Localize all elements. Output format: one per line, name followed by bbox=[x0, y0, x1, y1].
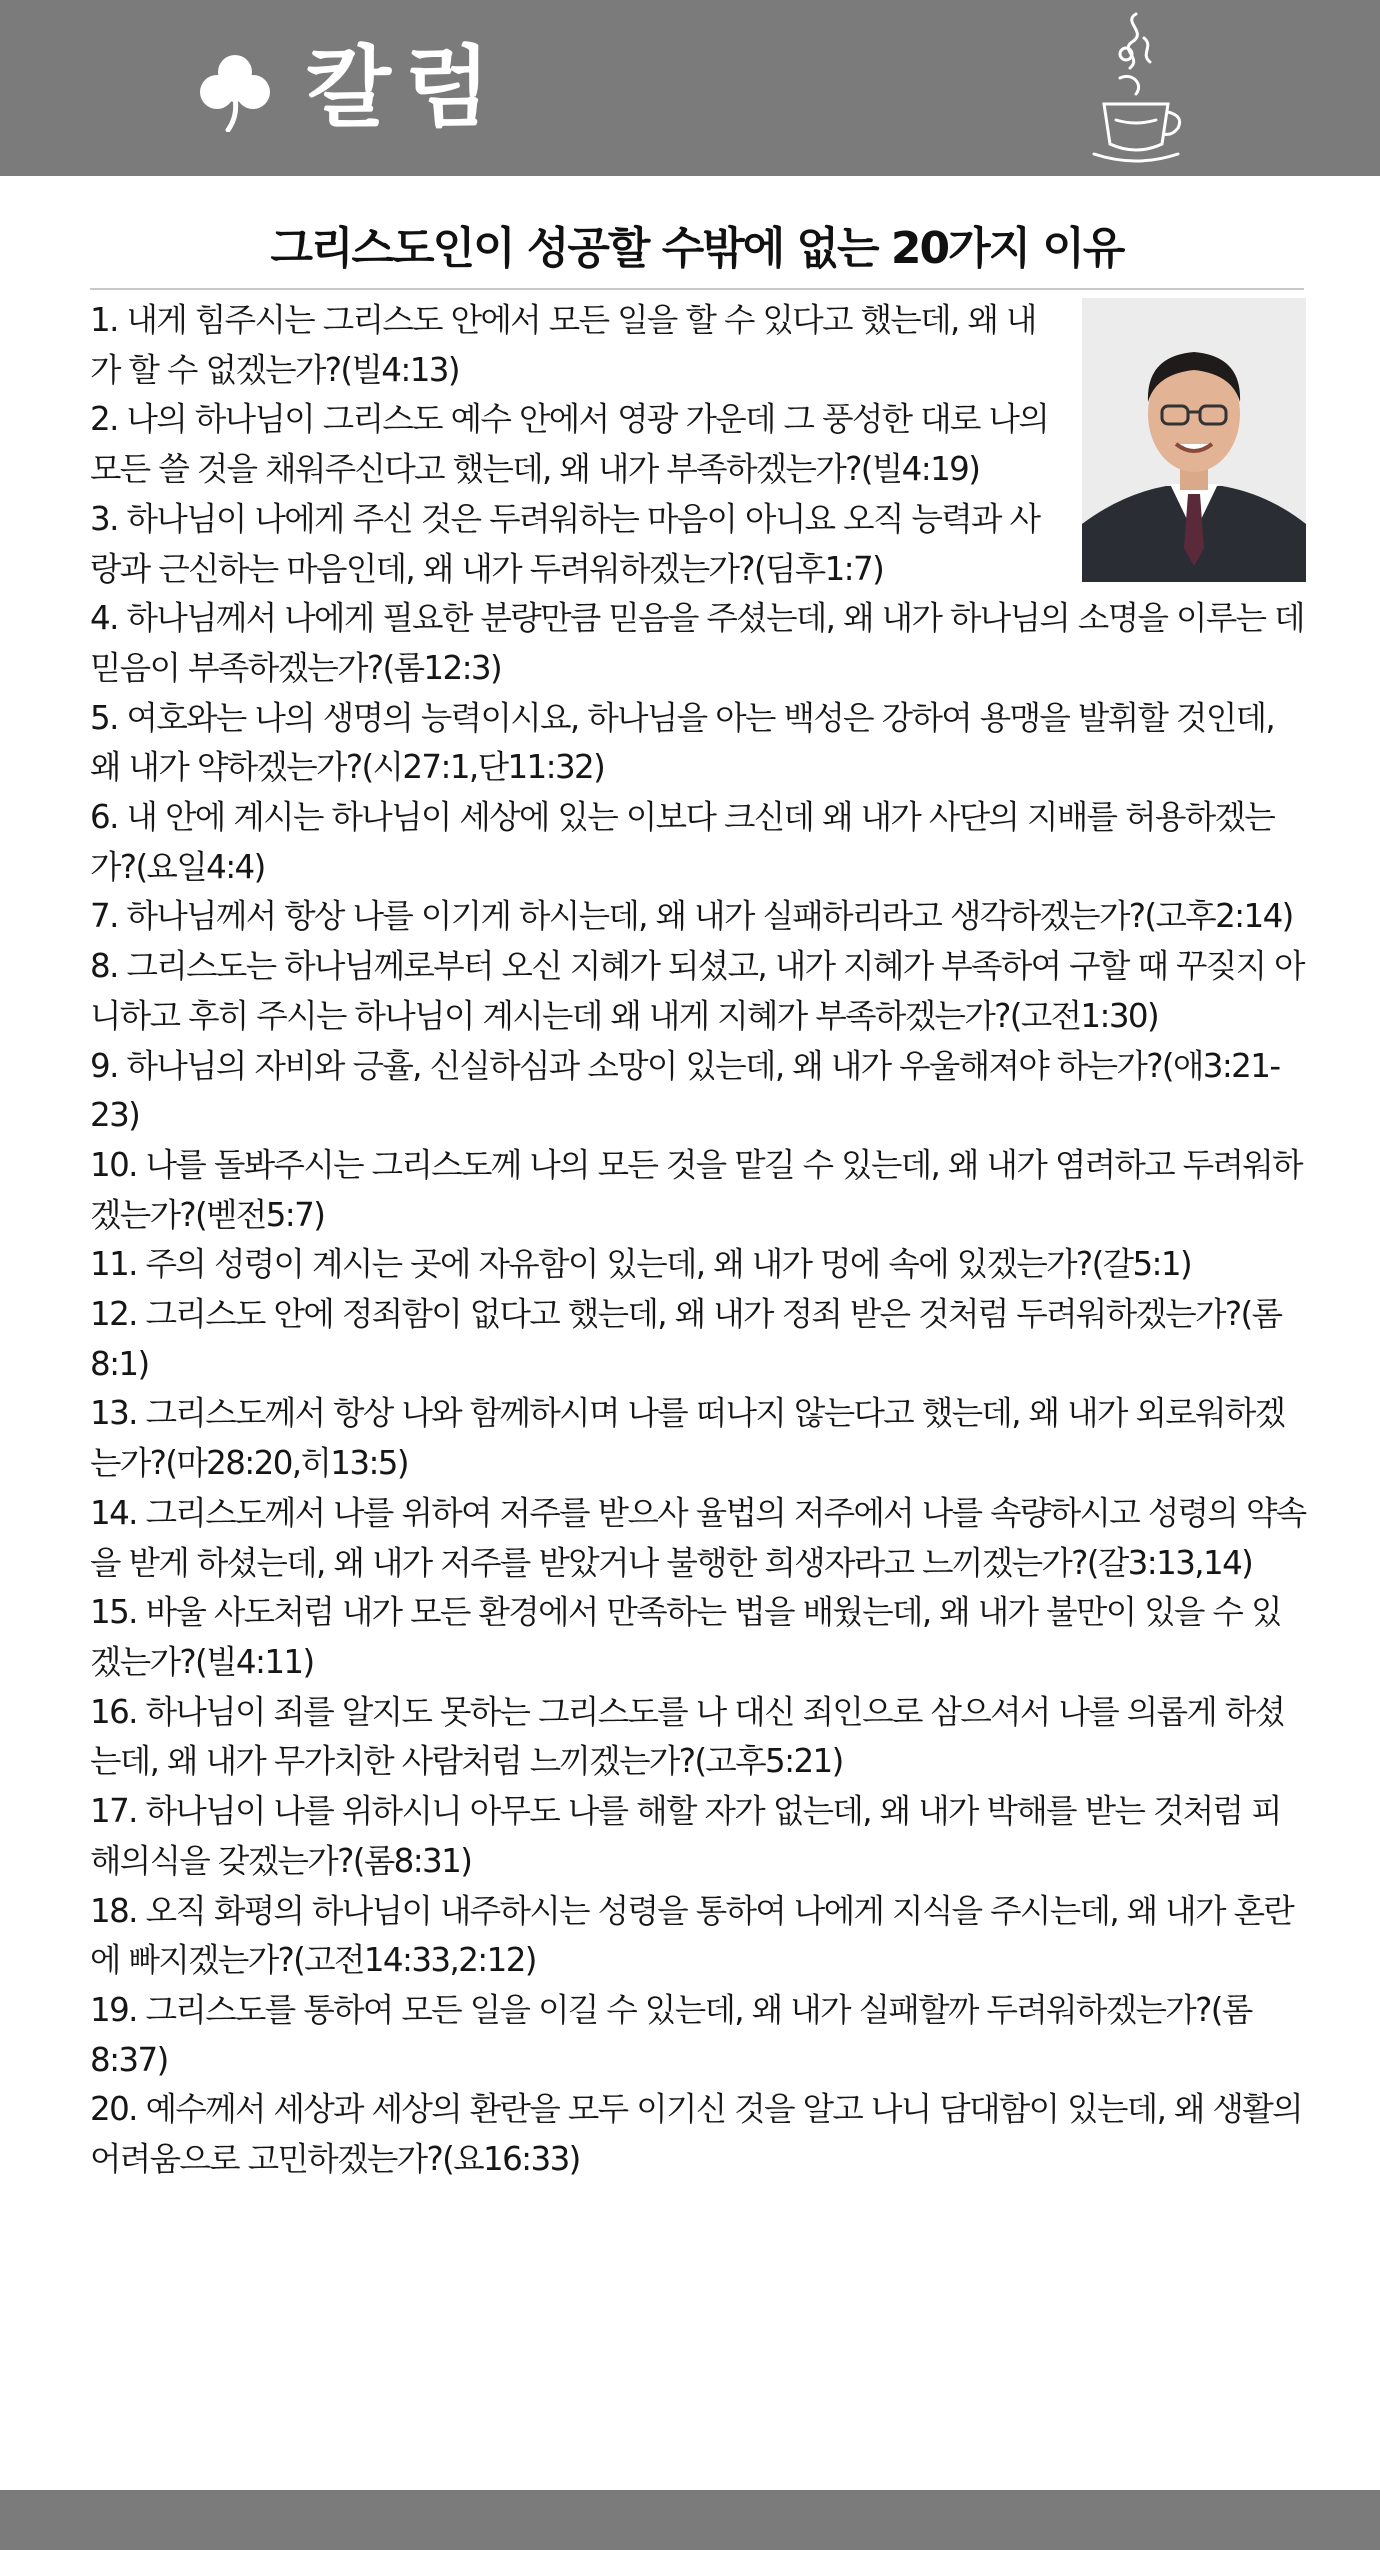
list-item: 8. 그리스도는 하나님께로부터 오신 지혜가 되셨고, 내가 지혜가 부족하여 구할 때 꾸짖지 아니하고 후히 주시는 하나님이 계시는데 왜 내게 지혜가 부족하겠는가?(고전1:30) bbox=[90, 947, 1304, 1035]
header-bar bbox=[0, 0, 1380, 176]
list-item: 10. 나를 돌봐주시는 그리스도께 나의 모든 것을 맡길 수 있는데, 왜 내가 염려하고 두려워하겠는가?(벧전5:7) bbox=[90, 1145, 1302, 1234]
list-item: 4. 하나님께서 나에게 필요한 분량만큼 믿음을 주셨는데, 왜 내가 하나님의 소명을 이루는 데 믿음이 부족하겠는가?(롬12:3) bbox=[90, 599, 1304, 687]
list-item: 1. 내게 힘주시는 그리스도 안에서 모든 일을 할 수 있다고 했는데, 왜 내가 할 수 없겠는가?(빌4:13) bbox=[90, 301, 1036, 389]
list-item: 14. 그리스도께서 나를 위하여 저주를 받으사 율법의 저주에서 나를 속량하시고 성령의 약속을 받게 하셨는데, 왜 내가 저주를 받았거나 불행한 희생자라고 느끼겠는가?(갈3:13,14) bbox=[90, 1493, 1306, 1582]
list-item: 12. 그리스도 안에 정죄함이 없다고 했는데, 왜 내가 정죄 받은 것처럼 두려워하겠는가?(롬8:1) bbox=[90, 1295, 1282, 1383]
column-heading: 칼럼 bbox=[306, 36, 505, 139]
list-item: 18. 오직 화평의 하나님이 내주하시는 성령을 통하여 나에게 지식을 주시는데, 왜 내가 혼란에 빠지겠는가?(고전14:33,2:12) bbox=[90, 1891, 1294, 1980]
footer-bar bbox=[0, 2490, 1380, 2550]
list-item: 5. 여호와는 나의 생명의 능력이시요, 하나님을 아는 백성은 강하여 용맹을 발휘할 것인데, 왜 내가 약하겠는가?(시27:1,단11:32) bbox=[90, 698, 1275, 787]
list-item: 17. 하나님이 나를 위하시니 아무도 나를 해할 자가 없는데, 왜 내가 박해를 받는 것처럼 피해의식을 갖겠는가?(롬8:31) bbox=[90, 1792, 1281, 1880]
list-item: 15. 바울 사도처럼 내가 모든 환경에서 만족하는 법을 배웠는데, 왜 내가 불만이 있을 수 있겠는가?(빌4:11) bbox=[90, 1593, 1281, 1681]
list-item: 11. 주의 성령이 계시는 곳에 자유함이 있는데, 왜 내가 멍에 속에 있겠는가?(갈5:1) bbox=[90, 1245, 1192, 1284]
list-item: 6. 내 안에 계시는 하나님이 세상에 있는 이보다 크신데 왜 내가 사단의 지배를 허용하겠는가?(요일4:4) bbox=[90, 798, 1275, 886]
list-item: 9. 하나님의 자비와 긍휼, 신실하심과 소망이 있는데, 왜 내가 우울해져야 하는가?(애3:21-23) bbox=[90, 1046, 1280, 1135]
list-item: 2. 나의 하나님이 그리스도 예수 안에서 영광 가운데 그 풍성한 대로 나의 모든 쓸 것을 채워주신다고 했는데, 왜 내가 부족하겠는가?(빌4:19) bbox=[90, 400, 1049, 489]
coffee-cup-icon bbox=[1086, 8, 1186, 168]
article-title: 그리스도인이 성공할 수밖에 없는 20가지 이유 bbox=[270, 223, 1124, 274]
list-item: 7. 하나님께서 항상 나를 이기게 하시는데, 왜 내가 실패하리라고 생각하겠는가?(고후2:14) bbox=[90, 897, 1293, 936]
list-item: 3. 하나님이 나에게 주신 것은 두려워하는 마음이 아니요 오직 능력과 사랑과 근신하는 마음인데, 왜 내가 두려워하겠는가?(딤후1:7) bbox=[90, 499, 1040, 588]
list-item: 20. 예수께서 세상과 세상의 환란을 모두 이기신 것을 알고 나니 담대함이 있는데, 왜 생활의 어려움으로 고민하겠는가?(요16:33) bbox=[90, 2090, 1302, 2179]
list-item: 13. 그리스도께서 항상 나와 함께하시며 나를 떠나지 않는다고 했는데, 왜 내가 외로워하겠는가?(마28:20,히13:5) bbox=[90, 1394, 1285, 1483]
list-item: 16. 하나님이 죄를 알지도 못하는 그리스도를 나 대신 죄인으로 삼으셔서 나를 의롭게 하셨는데, 왜 내가 무가치한 사람처럼 느끼겠는가?(고후5:21) bbox=[90, 1692, 1285, 1781]
list-item: 19. 그리스도를 통하여 모든 일을 이길 수 있는데, 왜 내가 실패할까 두려워하겠는가?(롬8:37) bbox=[90, 1990, 1252, 2079]
article-body bbox=[90, 296, 1306, 2185]
title-divider bbox=[90, 288, 1304, 290]
clover-icon bbox=[198, 52, 272, 132]
